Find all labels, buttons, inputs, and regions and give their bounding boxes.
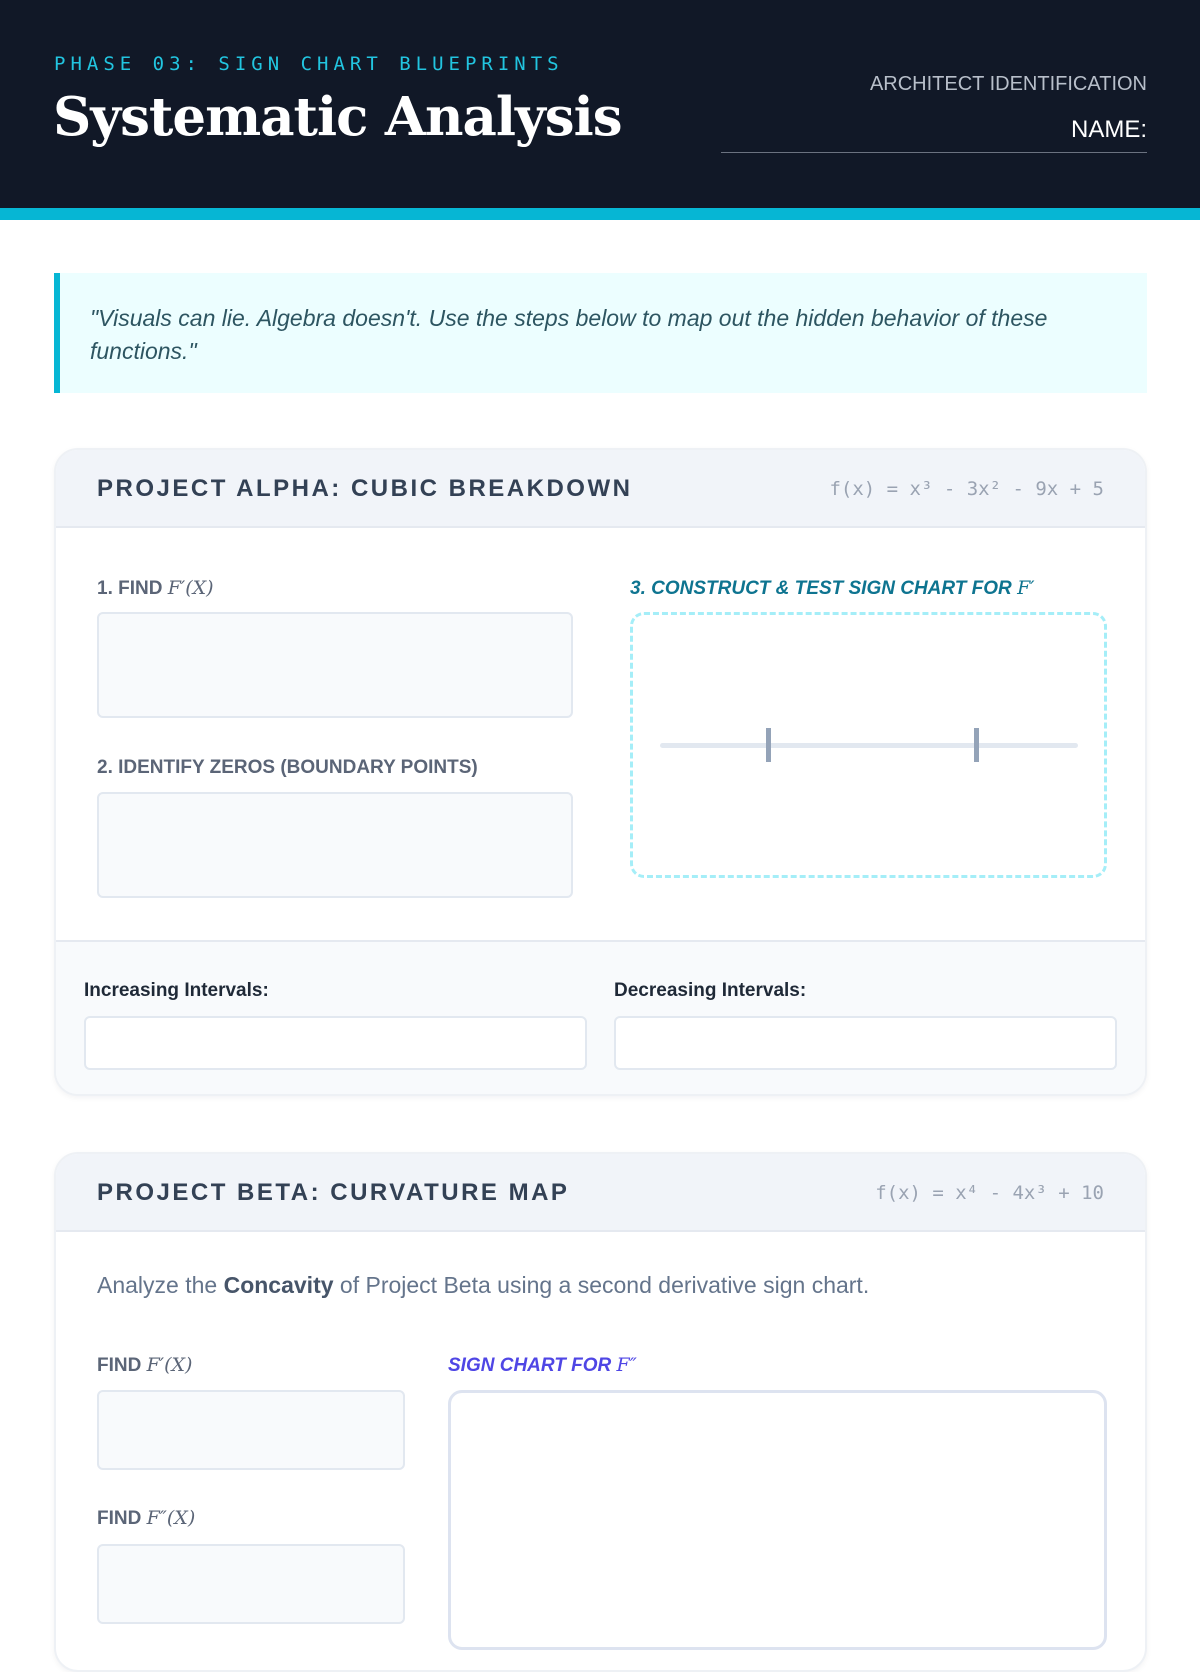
header-accent-bar: [0, 208, 1200, 220]
intervals-footer: [56, 940, 1145, 1096]
function-formula: f(x) = x⁴ - 4x³ + 10: [875, 1182, 1104, 1204]
step1-math: F′(X): [167, 577, 214, 599]
desc-prefix: Analyze the: [97, 1272, 224, 1298]
find-first-derivative-label: [97, 1354, 192, 1377]
increasing-intervals-input[interactable]: [84, 1016, 587, 1070]
find2-prefix: FIND: [97, 1508, 147, 1529]
card-header: [56, 1154, 1145, 1232]
increasing-label: Increasing Intervals:: [84, 980, 269, 1001]
find2-math: F″(X): [146, 1507, 196, 1529]
concavity-instructions: [97, 1272, 869, 1299]
boundary-tick: [974, 728, 979, 762]
page-header: [0, 0, 1200, 208]
card-title: PROJECT BETA: CURVATURE MAP: [97, 1179, 570, 1206]
desc-bold: Concavity: [223, 1272, 334, 1298]
step1-prefix: 1. FIND: [97, 578, 168, 599]
name-label: NAME:: [1070, 116, 1147, 143]
zeros-answer-box[interactable]: [97, 792, 573, 898]
quote-callout: [54, 273, 1147, 393]
decreasing-intervals-input[interactable]: [614, 1016, 1117, 1070]
sign-chart-label: [448, 1354, 637, 1377]
step3-math: F′: [1017, 577, 1035, 599]
step3-prefix: 3. CONSTRUCT & TEST SIGN CHART FOR: [630, 578, 1018, 599]
boundary-tick: [766, 728, 771, 762]
chart-math: F″: [616, 1354, 637, 1376]
project-beta-card: [54, 1152, 1147, 1672]
step1-label: [97, 577, 214, 600]
find1-math: F′(X): [146, 1354, 193, 1376]
first-derivative-answer-box[interactable]: [97, 1390, 405, 1470]
card-title: PROJECT ALPHA: CUBIC BREAKDOWN: [97, 475, 633, 502]
derivative-answer-box[interactable]: [97, 612, 573, 718]
sign-chart-area[interactable]: [630, 612, 1107, 878]
quote-text: "Visuals can lie. Algebra doesn't. Use the steps below to map out the hidden behavior of these functions.": [90, 305, 1048, 364]
function-formula: f(x) = x³ - 3x² - 9x + 5: [829, 478, 1104, 500]
find-second-derivative-label: [97, 1507, 195, 1530]
name-input-line[interactable]: [721, 152, 1147, 153]
find1-prefix: FIND: [97, 1355, 147, 1376]
project-alpha-card: [54, 448, 1147, 1096]
architect-id-label: ARCHITECT IDENTIFICATION: [869, 73, 1147, 95]
second-derivative-answer-box[interactable]: [97, 1544, 405, 1624]
phase-label: PHASE 03: SIGN CHART BLUEPRINTS: [54, 53, 564, 75]
chart-prefix: SIGN CHART FOR: [448, 1355, 617, 1376]
desc-suffix: of Project Beta using a second derivative sign chart.: [333, 1272, 870, 1298]
number-line: [660, 743, 1078, 748]
page-title: Systematic Analysis: [53, 86, 622, 148]
decreasing-label: Decreasing Intervals:: [614, 980, 807, 1001]
step2-label: 2. IDENTIFY ZEROS (BOUNDARY POINTS): [97, 757, 478, 778]
second-derivative-sign-chart-area[interactable]: [448, 1390, 1107, 1650]
step3-label: [630, 577, 1035, 600]
card-header: [56, 450, 1145, 528]
